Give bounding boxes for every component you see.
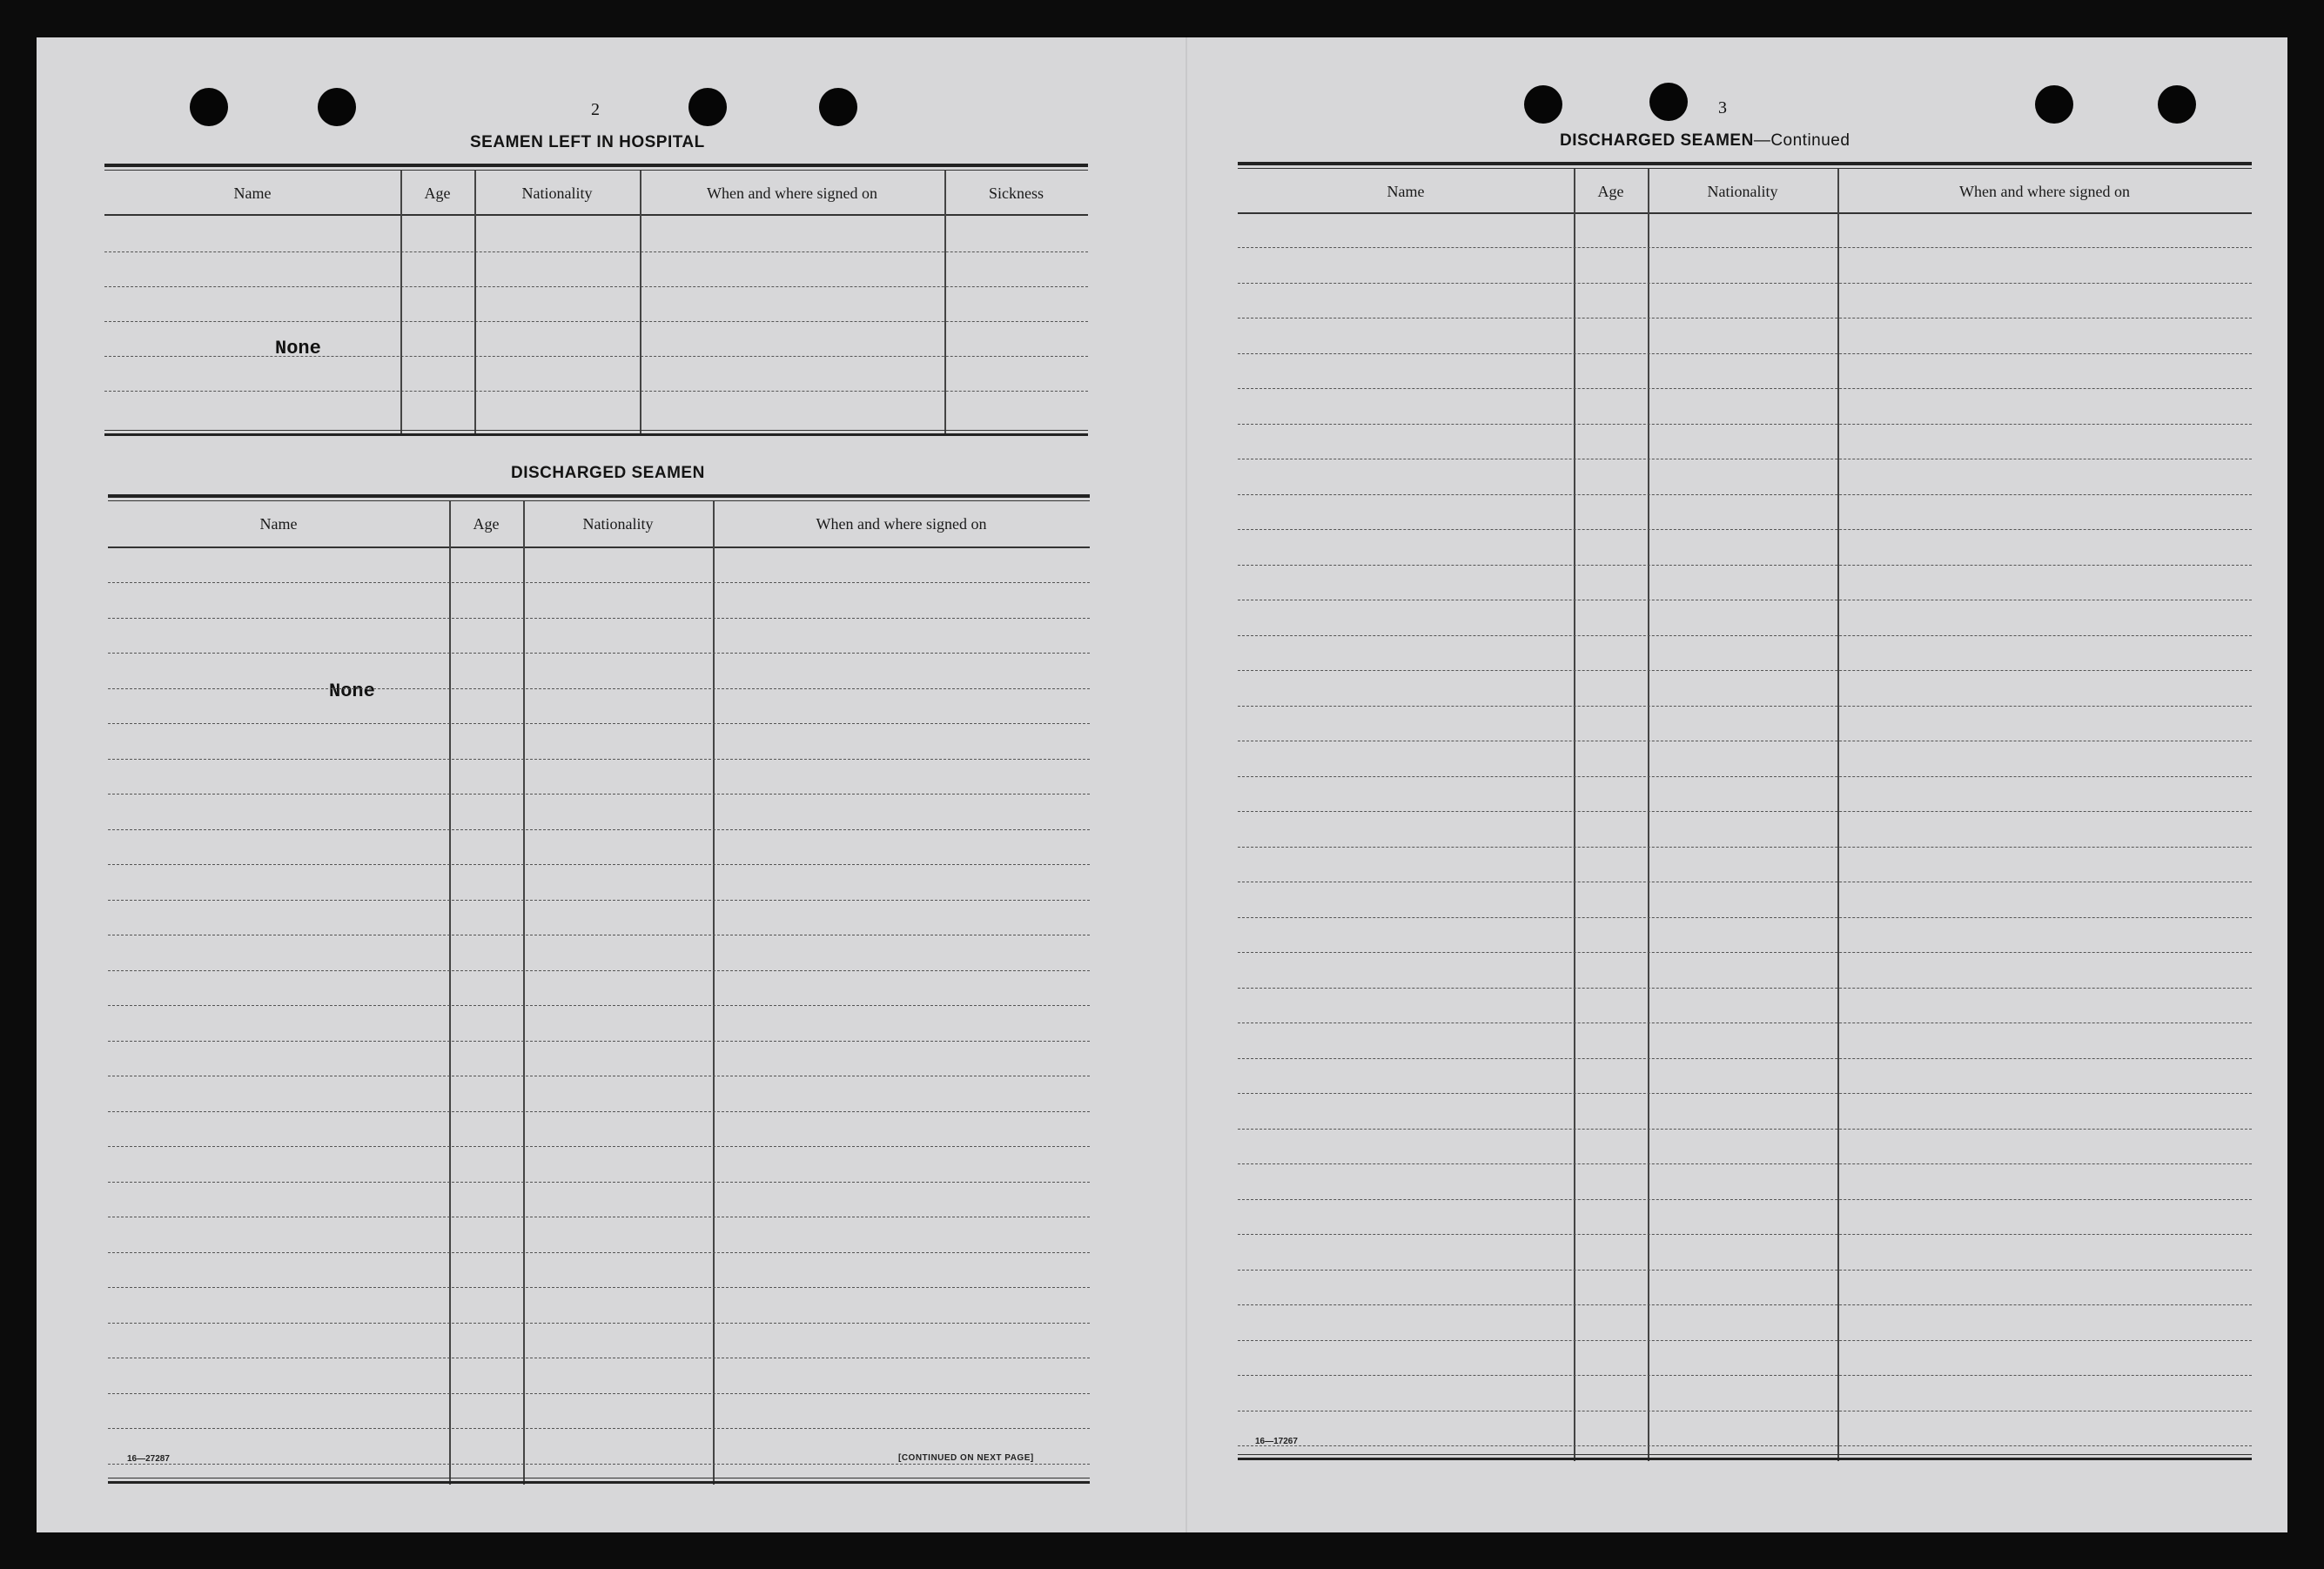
row-line bbox=[1238, 706, 2252, 707]
row-line bbox=[108, 1393, 1090, 1394]
column-divider bbox=[1837, 169, 1839, 1461]
form-number-left: 16—27287 bbox=[127, 1454, 170, 1464]
row-line bbox=[104, 391, 1088, 392]
row-line bbox=[104, 251, 1088, 252]
row-line bbox=[1238, 917, 2252, 918]
column-header-age: Age bbox=[1597, 183, 1624, 200]
row-line bbox=[108, 1005, 1090, 1006]
column-divider bbox=[944, 171, 946, 433]
row-line bbox=[1238, 847, 2252, 848]
discharged-continued-title bbox=[1560, 131, 1850, 151]
row-line bbox=[108, 618, 1090, 619]
row-line bbox=[1238, 1445, 2252, 1446]
page-number-left: 2 bbox=[591, 100, 601, 119]
punch-hole bbox=[1524, 85, 1562, 124]
row-line bbox=[108, 582, 1090, 583]
header-rule bbox=[1238, 212, 2252, 214]
column-divider bbox=[400, 171, 402, 433]
row-line bbox=[1238, 670, 2252, 671]
row-line bbox=[1238, 952, 2252, 953]
row-line bbox=[1238, 776, 2252, 777]
table-bottom-rule bbox=[108, 1478, 1090, 1484]
row-line bbox=[108, 1287, 1090, 1288]
column-divider bbox=[1574, 169, 1575, 1461]
row-line bbox=[1238, 1163, 2252, 1164]
column-header-name: Name bbox=[233, 184, 272, 202]
row-line bbox=[108, 970, 1090, 971]
row-line bbox=[108, 759, 1090, 760]
column-divider bbox=[523, 501, 525, 1485]
row-line bbox=[108, 1323, 1090, 1324]
column-header-nationality: Nationality bbox=[582, 515, 654, 533]
row-line bbox=[108, 1111, 1090, 1112]
column-header-sickness: Sickness bbox=[989, 184, 1044, 202]
form-number-right: 16—17267 bbox=[1255, 1437, 1298, 1446]
row-line bbox=[1238, 565, 2252, 566]
column-header-nationality: Nationality bbox=[1707, 183, 1778, 200]
row-line bbox=[108, 1182, 1090, 1183]
column-divider bbox=[474, 171, 476, 433]
column-header-signed-on: When and where signed on bbox=[816, 515, 987, 533]
hospital-section-title: SEAMEN LEFT IN HOSPITAL bbox=[470, 133, 705, 151]
header-rule bbox=[108, 546, 1090, 548]
row-line bbox=[108, 829, 1090, 830]
row-line bbox=[108, 688, 1090, 689]
discharged-continued-table bbox=[1238, 162, 2252, 1467]
column-header-name: Name bbox=[1387, 183, 1425, 200]
row-line bbox=[1238, 1093, 2252, 1094]
page-number-right: 3 bbox=[1718, 98, 1728, 117]
row-line bbox=[1238, 247, 2252, 248]
row-line bbox=[108, 794, 1090, 795]
discharged-section-title: DISCHARGED SEAMEN bbox=[511, 464, 705, 482]
column-header-nationality: Nationality bbox=[521, 184, 593, 202]
row-line bbox=[1238, 353, 2252, 354]
table-bottom-rule bbox=[104, 430, 1088, 436]
discharged-continued-title-main: DISCHARGED SEAMEN bbox=[1560, 131, 1754, 150]
row-line bbox=[1238, 811, 2252, 812]
column-header-name: Name bbox=[259, 515, 298, 533]
table-top-rule bbox=[108, 494, 1090, 501]
table-bottom-rule bbox=[1238, 1454, 2252, 1460]
row-line bbox=[104, 321, 1088, 322]
row-line bbox=[1238, 1304, 2252, 1305]
row-line bbox=[1238, 529, 2252, 530]
row-line bbox=[1238, 988, 2252, 989]
column-divider bbox=[449, 501, 451, 1485]
row-line bbox=[1238, 1270, 2252, 1271]
row-line bbox=[1238, 494, 2252, 495]
row-line bbox=[1238, 1375, 2252, 1376]
page-fold bbox=[1186, 37, 1187, 1532]
punch-hole bbox=[1649, 83, 1688, 121]
document-sheet bbox=[37, 37, 2287, 1532]
punch-hole bbox=[819, 88, 857, 126]
hospital-table bbox=[104, 164, 1088, 440]
column-header-age: Age bbox=[473, 515, 500, 533]
column-divider bbox=[640, 171, 641, 433]
row-line bbox=[104, 356, 1088, 357]
row-line bbox=[1238, 1340, 2252, 1341]
row-line bbox=[1238, 388, 2252, 389]
row-line bbox=[108, 1428, 1090, 1429]
row-line bbox=[108, 864, 1090, 865]
discharged-table bbox=[108, 494, 1090, 1491]
row-line bbox=[108, 1464, 1090, 1465]
punch-hole bbox=[318, 88, 356, 126]
row-line bbox=[1238, 1129, 2252, 1130]
continued-note: [CONTINUED ON NEXT PAGE] bbox=[898, 1453, 1034, 1463]
discharged-continued-suffix: —Continued bbox=[1753, 131, 1850, 150]
discharged-entry: None bbox=[329, 681, 375, 702]
row-line bbox=[1238, 1199, 2252, 1200]
row-line bbox=[1238, 1234, 2252, 1235]
row-line bbox=[108, 1252, 1090, 1253]
punch-hole bbox=[688, 88, 727, 126]
column-header-age: Age bbox=[424, 184, 451, 202]
punch-hole bbox=[190, 88, 228, 126]
punch-hole bbox=[2158, 85, 2196, 124]
row-line bbox=[1238, 1058, 2252, 1059]
row-line bbox=[1238, 283, 2252, 284]
table-top-rule bbox=[104, 164, 1088, 171]
row-line bbox=[1238, 424, 2252, 425]
column-divider bbox=[713, 501, 715, 1485]
column-header-signed-on: When and where signed on bbox=[707, 184, 877, 202]
row-line bbox=[108, 900, 1090, 901]
row-line bbox=[1238, 635, 2252, 636]
row-line bbox=[108, 1041, 1090, 1042]
table-top-rule bbox=[1238, 162, 2252, 169]
row-line bbox=[108, 653, 1090, 654]
header-rule bbox=[104, 214, 1088, 216]
hospital-entry: None bbox=[275, 338, 321, 359]
punch-hole bbox=[2035, 85, 2073, 124]
row-line bbox=[108, 1146, 1090, 1147]
row-line bbox=[108, 723, 1090, 724]
column-header-signed-on: When and where signed on bbox=[1959, 183, 2130, 200]
column-divider bbox=[1648, 169, 1649, 1461]
row-line bbox=[104, 286, 1088, 287]
